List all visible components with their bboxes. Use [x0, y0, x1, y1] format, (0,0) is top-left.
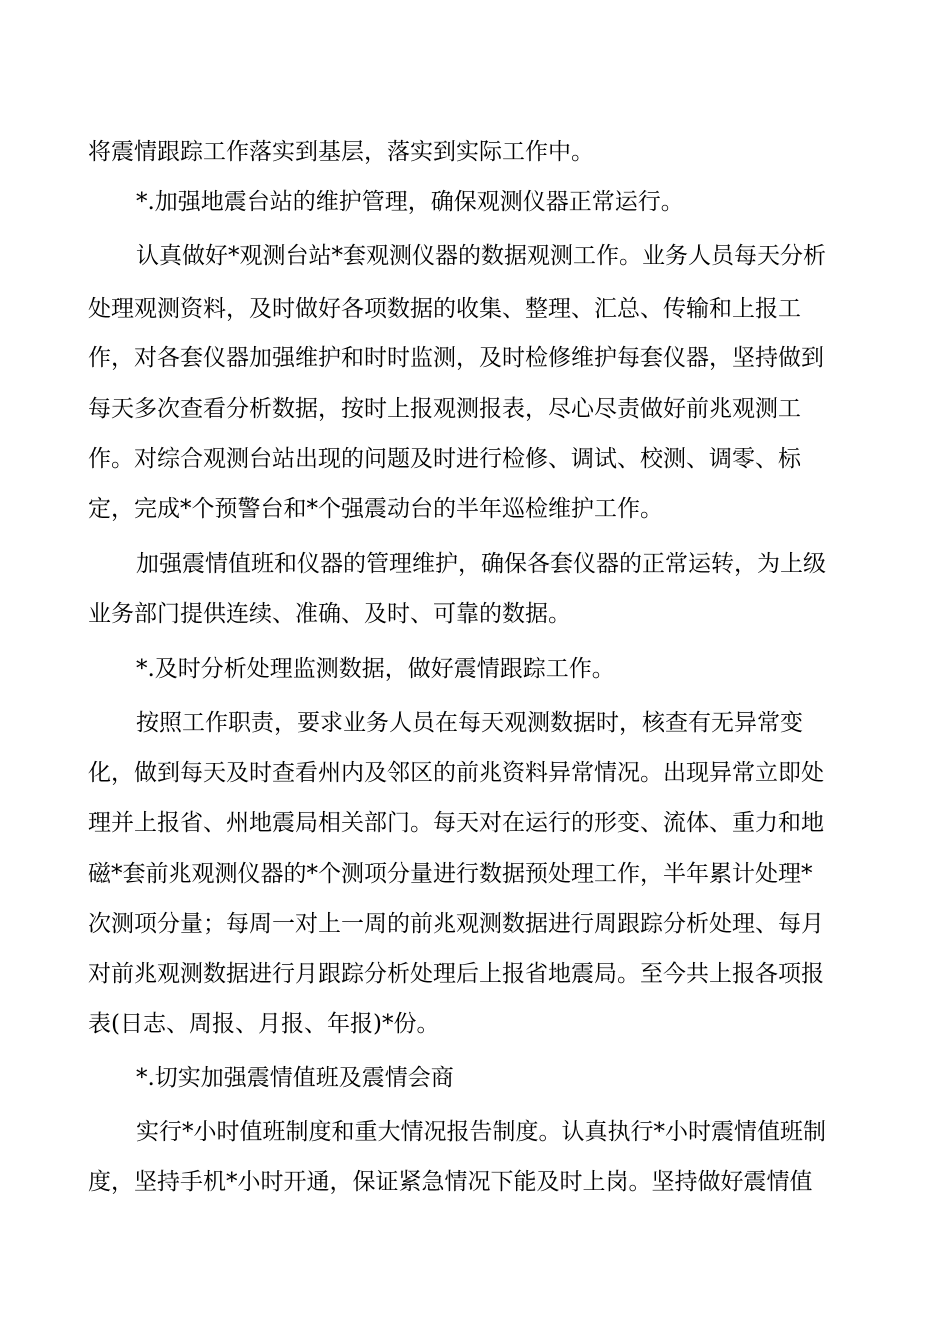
text-line: 每天多次查看分析数据，按时上报观测报表，尽心尽责做好前兆观测工: [88, 396, 801, 422]
text-line: 度，坚持手机*小时开通，保证紧急情况下能及时上岗。坚持做好震情值: [88, 1169, 813, 1195]
text-line: 磁*套前兆观测仪器的*个测项分量进行数据预处理工作，半年累计处理*: [88, 861, 813, 887]
text-line: 业务部门提供连续、准确、及时、可靠的数据。: [88, 601, 571, 627]
text-line: 表(日志、周报、月报、年报)*份。: [88, 1011, 440, 1037]
text-line: 定，完成*个预警台和*个强震动台的半年巡检维护工作。: [88, 496, 663, 522]
section-heading: *.及时分析处理监测数据，做好震情跟踪工作。: [136, 656, 615, 682]
text-line: 加强震情值班和仪器的管理维护，确保各套仪器的正常运转，为上级: [136, 551, 826, 577]
text-line: 作。对综合观测台站出现的问题及时进行检修、调试、校测、调零、标: [88, 446, 801, 472]
text-line: 对前兆观测数据进行月跟踪分析处理后上报省地震局。至今共上报各项报: [88, 961, 824, 987]
text-line: 认真做好*观测台站*套观测仪器的数据观测工作。业务人员每天分析: [136, 243, 826, 269]
text-line: 处理观测资料，及时做好各项数据的收集、整理、汇总、传输和上报工: [88, 296, 801, 322]
section-heading: *.加强地震台站的维护管理，确保观测仪器正常运行。: [136, 189, 684, 215]
text-line: 理并上报省、州地震局相关部门。每天对在运行的形变、流体、重力和地: [88, 810, 824, 836]
text-line: 按照工作职责，要求业务人员在每天观测数据时，核查有无异常变: [136, 710, 803, 736]
text-line: 化，做到每天及时查看州内及邻区的前兆资料异常情况。出现异常立即处: [88, 760, 824, 786]
text-line: 作，对各套仪器加强维护和时时监测，及时检修维护每套仪器，坚持做到: [88, 345, 824, 371]
text-line: 实行*小时值班制度和重大情况报告制度。认真执行*小时震情值班制: [136, 1119, 826, 1145]
text-line: 次测项分量；每周一对上一周的前兆观测数据进行周跟踪分析处理、每月: [88, 911, 824, 937]
text-line: 将震情跟踪工作落实到基层，落实到实际工作中。: [88, 139, 594, 165]
section-heading: *.切实加强震情值班及震情会商: [136, 1065, 454, 1091]
